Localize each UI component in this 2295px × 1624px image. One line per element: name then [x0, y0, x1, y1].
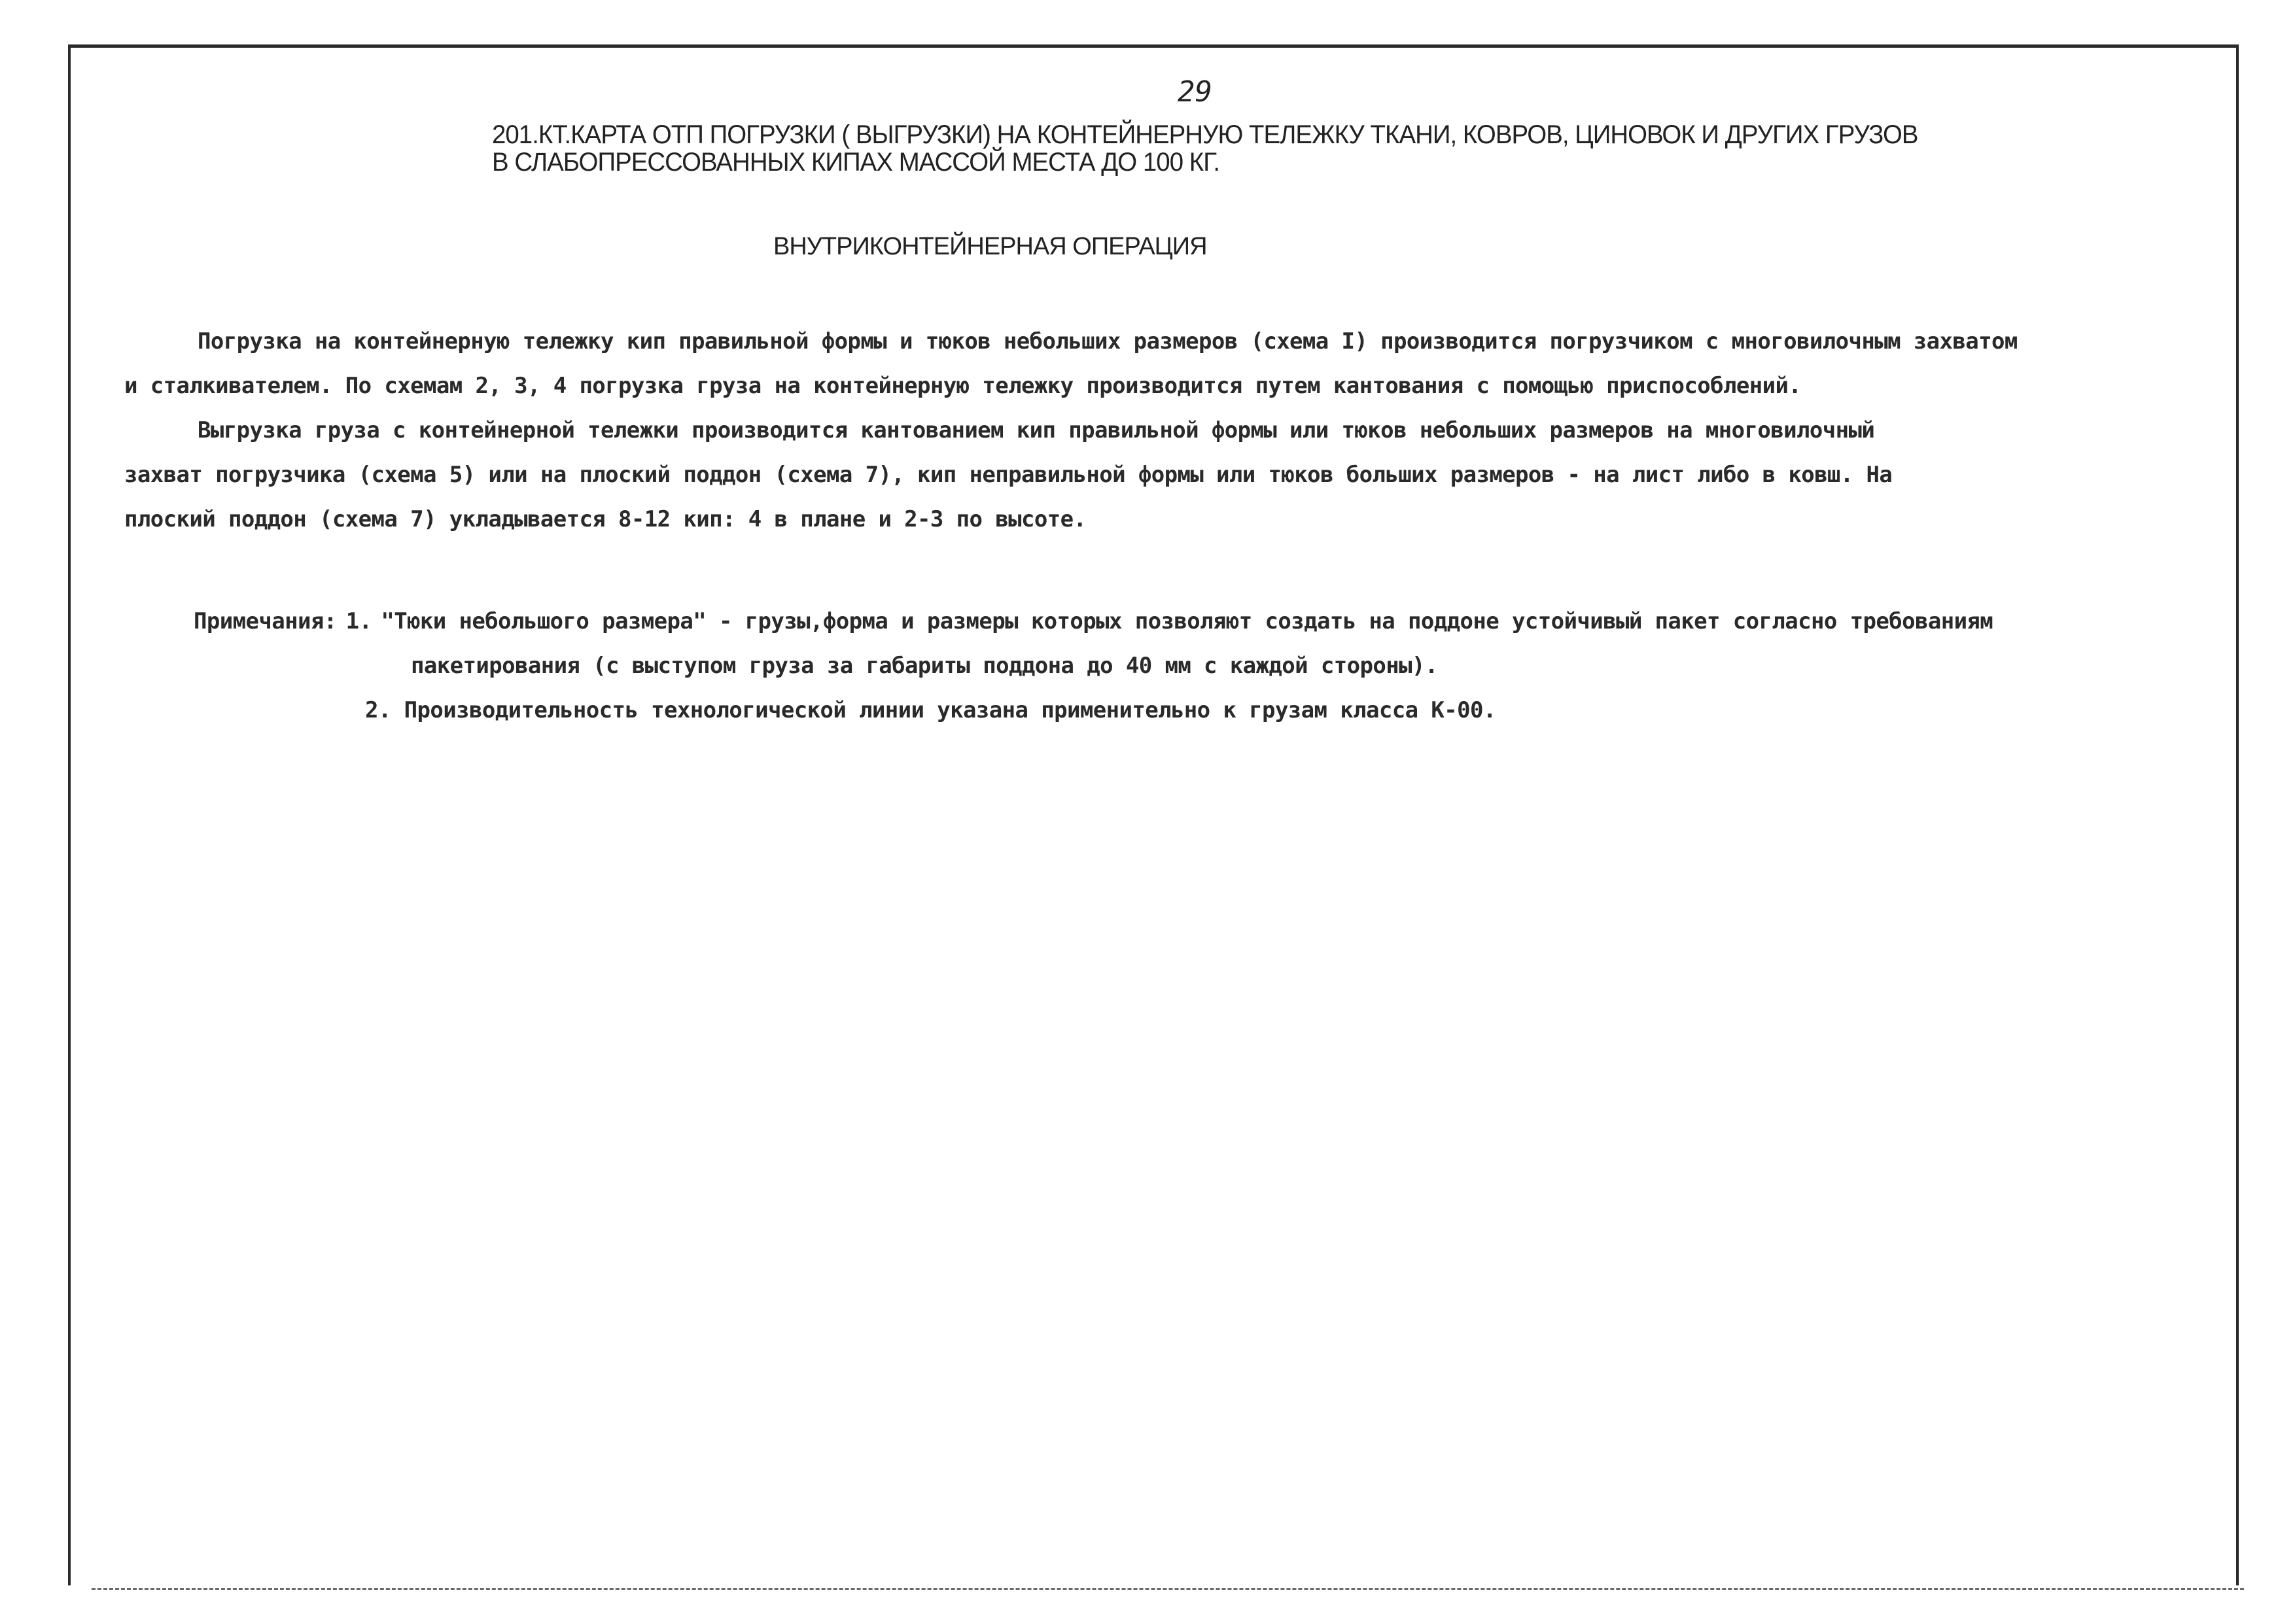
title-line-1: 201.КТ.КАРТА ОТП ПОГРУЗКИ ( ВЫГРУЗКИ) НА КОНТЕЙНЕРНУЮ ТЕЛЕЖКУ ТКАНИ, КОВРОВ, ЦИНОВОК И ДРУГИХ ГРУЗОВ [492, 120, 1918, 149]
note-number: 2. [365, 697, 391, 723]
paragraph-line: Выгрузка груза с контейнерной тележки производится кантованием кип правильной формы или тюков небольших размеров на многовилочный [198, 417, 1875, 443]
page-number: 29 [1178, 75, 1212, 109]
paragraph-loading [124, 319, 2192, 408]
section-heading: ВНУТРИКОНТЕЙНЕРНАЯ ОПЕРАЦИЯ [773, 233, 1207, 260]
title-line-2: В СЛАБОПРЕССОВАННЫХ КИПАХ МАССОЙ МЕСТА ДО 100 КГ. [492, 148, 1220, 177]
paragraph-line: захват погрузчика (схема 5) или на плоский поддон (схема 7), кип неправильной формы или тюков больших размеров - на лист либо в ковш. На [124, 462, 1893, 488]
page-frame [68, 44, 2239, 1585]
paragraph-line: Погрузка на контейнерную тележку кип правильной формы и тюков небольших размеров (схема I) производится погрузчиком с многовилочным захватом [198, 328, 2018, 354]
note-number: 1. [345, 608, 372, 634]
body-text [124, 319, 2192, 542]
note-item-2 [194, 688, 2196, 733]
paragraph-line: и сталкивателем. По схемам 2, 3, 4 погрузка груза на контейнерную тележку производится путем кантования с помощью приспособлений. [124, 373, 1802, 399]
note-text: "Тюки небольшого размера" - грузы,форма и размеры которых позволяют создать на поддоне устойчивый пакет согласно требованиям [381, 608, 1993, 634]
footer-rule [92, 1588, 2244, 1590]
notes-block [194, 599, 2196, 733]
paragraph-unloading [124, 408, 2192, 542]
note-text: Производительность технологической линии указана применительно к грузам класса К-00. [404, 697, 1496, 723]
paragraph-line: плоский поддон (схема 7) укладывается 8-12 кип: 4 в плане и 2-3 по высоте. [124, 506, 1087, 532]
document-title [492, 121, 2062, 176]
note-item-1 [194, 599, 2196, 644]
notes-label: Примечания: [194, 608, 337, 634]
note-text-continuation: пакетирования (с выступом груза за габариты поддона до 40 мм с каждой стороны). [411, 653, 1438, 679]
